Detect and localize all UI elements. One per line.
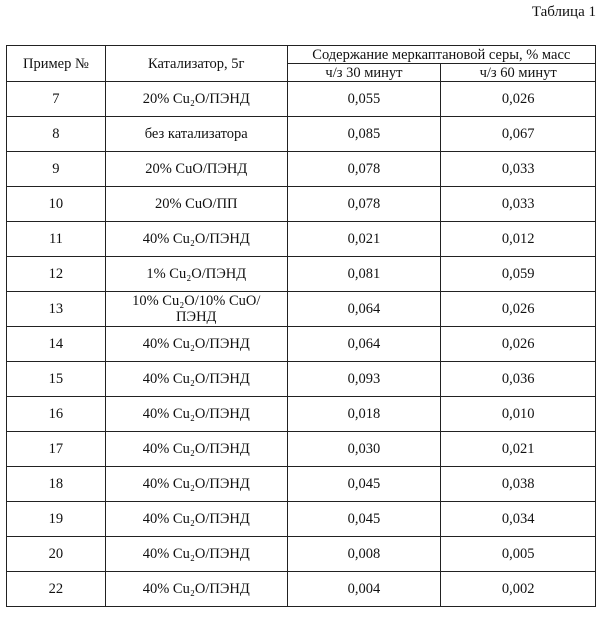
- cell-example: 22: [7, 572, 106, 607]
- cell-catalyst: 40% Cu₂O/ПЭНД: [105, 397, 287, 432]
- cell-60-min: 0,033: [441, 152, 596, 187]
- cell-example: 20: [7, 537, 106, 572]
- cell-example: 13: [7, 292, 106, 327]
- cell-catalyst: 40% Cu₂O/ПЭНД: [105, 572, 287, 607]
- cell-catalyst: 40% Cu₂O/ПЭНД: [105, 222, 287, 257]
- cell-30-min: 0,064: [287, 292, 441, 327]
- table-row: [7, 292, 596, 327]
- header-example: Пример №: [7, 46, 106, 82]
- cell-60-min: 0,002: [441, 572, 596, 607]
- cell-30-min: 0,081: [287, 257, 441, 292]
- cell-example: 19: [7, 502, 106, 537]
- cell-30-min: 0,085: [287, 117, 441, 152]
- cell-catalyst: 10% Cu₂O/10% CuO/ПЭНД: [105, 292, 287, 327]
- cell-60-min: 0,036: [441, 362, 596, 397]
- table-row: [7, 257, 596, 292]
- table-row: [7, 82, 596, 117]
- cell-60-min: 0,067: [441, 117, 596, 152]
- cell-60-min: 0,059: [441, 257, 596, 292]
- cell-catalyst: 20% CuO/ПП: [105, 187, 287, 222]
- table-row: [7, 222, 596, 257]
- cell-catalyst: 40% Cu₂O/ПЭНД: [105, 467, 287, 502]
- cell-60-min: 0,026: [441, 292, 596, 327]
- cell-catalyst: 1% Cu₂O/ПЭНД: [105, 257, 287, 292]
- cell-example: 18: [7, 467, 106, 502]
- cell-30-min: 0,055: [287, 82, 441, 117]
- table-row: [7, 502, 596, 537]
- table-row: [7, 117, 596, 152]
- cell-catalyst: 20% Cu₂O/ПЭНД: [105, 82, 287, 117]
- cell-catalyst: 40% Cu₂O/ПЭНД: [105, 502, 287, 537]
- cell-catalyst: без катализатора: [105, 117, 287, 152]
- cell-catalyst: 40% Cu₂O/ПЭНД: [105, 362, 287, 397]
- header-30-min: ч/з 30 минут: [287, 64, 441, 82]
- table-caption: Таблица 1: [532, 4, 596, 21]
- cell-30-min: 0,030: [287, 432, 441, 467]
- cell-30-min: 0,078: [287, 187, 441, 222]
- cell-60-min: 0,010: [441, 397, 596, 432]
- table-row: [7, 187, 596, 222]
- table-row: [7, 327, 596, 362]
- cell-example: 14: [7, 327, 106, 362]
- cell-example: 9: [7, 152, 106, 187]
- cell-30-min: 0,064: [287, 327, 441, 362]
- cell-example: 16: [7, 397, 106, 432]
- cell-30-min: 0,045: [287, 467, 441, 502]
- table-row: [7, 362, 596, 397]
- cell-catalyst: 40% Cu₂O/ПЭНД: [105, 432, 287, 467]
- cell-30-min: 0,093: [287, 362, 441, 397]
- cell-30-min: 0,021: [287, 222, 441, 257]
- data-table: [6, 45, 596, 607]
- cell-example: 7: [7, 82, 106, 117]
- cell-30-min: 0,018: [287, 397, 441, 432]
- cell-60-min: 0,005: [441, 537, 596, 572]
- cell-30-min: 0,045: [287, 502, 441, 537]
- cell-60-min: 0,012: [441, 222, 596, 257]
- cell-example: 15: [7, 362, 106, 397]
- cell-example: 12: [7, 257, 106, 292]
- cell-catalyst: 20% CuO/ПЭНД: [105, 152, 287, 187]
- header-content: Содержание меркаптановой серы, % масс: [287, 46, 595, 64]
- cell-60-min: 0,026: [441, 327, 596, 362]
- cell-60-min: 0,021: [441, 432, 596, 467]
- cell-30-min: 0,004: [287, 572, 441, 607]
- cell-example: 17: [7, 432, 106, 467]
- cell-60-min: 0,034: [441, 502, 596, 537]
- header-catalyst: Катализатор, 5г: [105, 46, 287, 82]
- cell-example: 8: [7, 117, 106, 152]
- cell-60-min: 0,038: [441, 467, 596, 502]
- table-row: [7, 397, 596, 432]
- cell-catalyst: 40% Cu₂O/ПЭНД: [105, 327, 287, 362]
- cell-example: 11: [7, 222, 106, 257]
- cell-60-min: 0,026: [441, 82, 596, 117]
- cell-30-min: 0,078: [287, 152, 441, 187]
- cell-60-min: 0,033: [441, 187, 596, 222]
- table-row: [7, 152, 596, 187]
- table-row: [7, 537, 596, 572]
- table-row: [7, 572, 596, 607]
- table-row: [7, 467, 596, 502]
- cell-example: 10: [7, 187, 106, 222]
- cell-30-min: 0,008: [287, 537, 441, 572]
- header-60-min: ч/з 60 минут: [441, 64, 596, 82]
- cell-catalyst: 40% Cu₂O/ПЭНД: [105, 537, 287, 572]
- table-row: [7, 432, 596, 467]
